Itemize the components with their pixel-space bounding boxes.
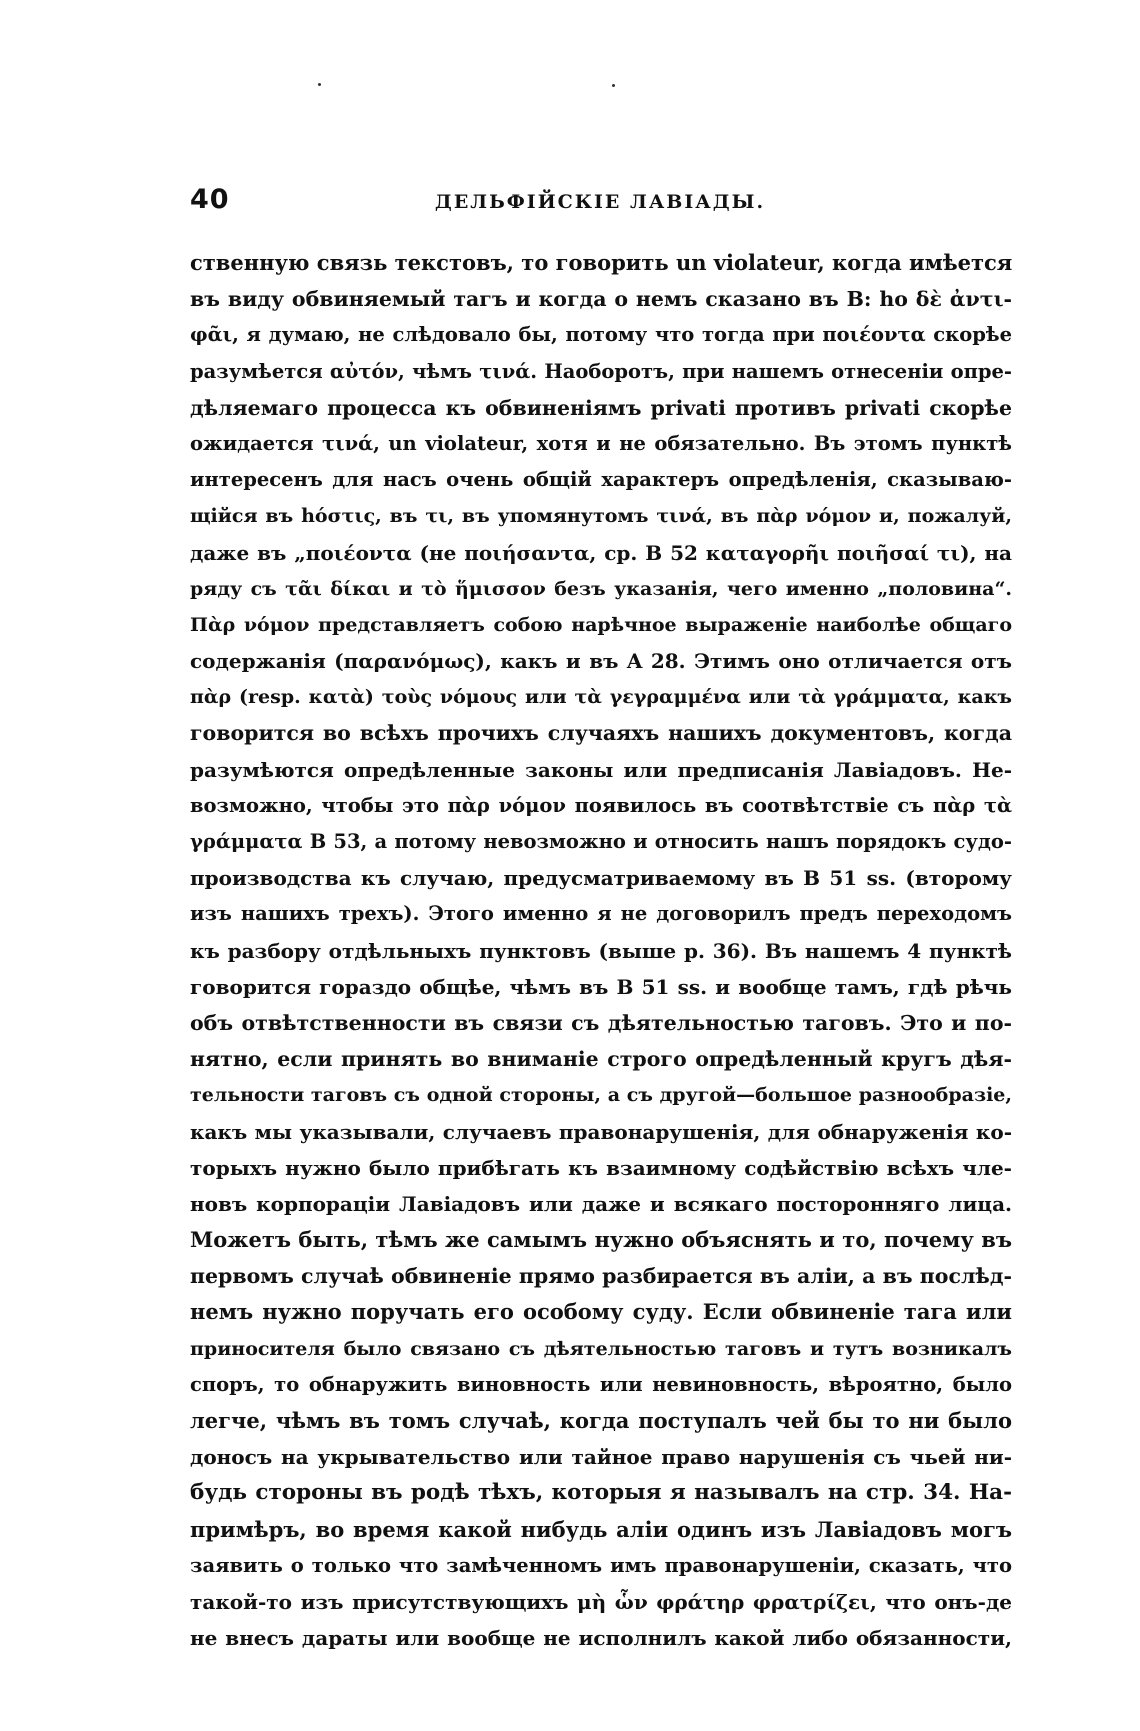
text-line: нятно, если принять во вниманіе строго опредѣленный кругъ дѣя- [190,1047,1012,1072]
text-line: споръ, то обнаружить виновность или невиновность, вѣроятно, было [190,1372,1012,1396]
text-line: ожидается τινά, un violateur, хотя и не обязательно. Въ этомъ пунктѣ [190,431,1012,455]
print-speck [612,84,615,87]
text-line: легче, чѣмъ въ томъ случаѣ, когда поступалъ чей бы то ни было [190,1408,1012,1433]
text-line: изъ нашихъ трехъ). Этого именно я не договорилъ предъ переходомъ [190,902,1012,926]
text-line: γράμματα B 53, а потому невозможно и относить нашъ порядокъ судо- [190,830,1012,853]
text-line: въ виду обвиняемый тагъ и когда о немъ сказано въ B: ho δὲ ἀντι- [190,287,1012,312]
text-line: даже въ „ποιέοντα (не ποιήσαντα, ср. B 52 καταγορῆι ποιῆσαί τι), на [190,540,1012,565]
body-text [190,245,1012,1656]
print-speck [318,83,321,86]
text-line: приносителя было связано съ дѣятельностью таговъ и тутъ возникалъ [190,1337,1012,1360]
text-line: дѣляемаго процесса къ обвиненіямъ privati противъ privati скорѣе [190,395,1012,420]
text-line: разумѣется αὐτόν, чѣмъ τινά. Наоборотъ, при нашемъ отнесеніи опре- [190,359,1012,383]
text-line: объ отвѣтственности въ связи съ дѣятельностью таговъ. Это и по- [190,1010,1012,1035]
text-line: новъ корпораціи Лавіадовъ или даже и всякаго посторонняго лица. [190,1191,1012,1216]
text-line: примѣръ, во время какой нибудь аліи одинъ изъ Лавіадовъ могъ [190,1516,1012,1542]
text-line: щійся въ hόστις, въ τι, въ упомянутомъ τινά, въ πὰρ νόμον и, пожалуй, [190,505,1012,528]
text-line: содержанія (παρανόμως), какъ и въ A 28. Этимъ оно отличается отъ [190,649,1012,674]
text-line: говорится гораздо общѣе, чѣмъ въ B 51 ss. и вообще тамъ, гдѣ рѣчь [190,974,1012,999]
text-line: Можетъ быть, тѣмъ же самымъ нужно объяснять и то, почему въ [190,1227,1012,1253]
text-line: Πὰρ νόμον представляетъ собою нарѣчное выраженіе наиболѣе общаго [190,613,1012,636]
text-line: къ разбору отдѣльныхъ пунктовъ (выше р. 36). Въ нашемъ 4 пунктѣ [190,938,1012,963]
text-line: торыхъ нужно было прибѣгать къ взаимному содѣйствію всѣхъ чле- [190,1155,1012,1180]
text-line: πὰρ (resp. κατὰ) τοὺς νόμους или τὰ γεγραμμένα или τὰ γράμματα, какъ [190,686,1012,709]
text-line: говорится во всѣхъ прочихъ случаяхъ нашихъ документовъ, когда [190,721,1012,746]
text-line: какъ мы указывали, случаевъ правонарушенія, для обнаруженія ко- [190,1119,1012,1144]
text-line: не внесъ дараты или вообще не исполнилъ какой либо обязанности, [190,1626,1012,1651]
text-line: будь стороны въ родѣ тѣхъ, которыя я называлъ на стр. 34. На- [190,1480,1012,1506]
text-line: немъ нужно поручать его особому суду. Если обвиненіе тага или [190,1299,1012,1325]
text-line: ственную связь текстовъ, то говорить un violateur, когда имѣется [190,250,1012,275]
text-line: ряду съ τᾶι δίκαι и τὸ ἥμισσον безъ указанія, чего именно „половина“. [190,577,1012,600]
text-line: разумѣются опредѣленные законы или предписанія Лавіадовъ. Не- [190,757,1012,782]
text-line: первомъ случаѣ обвиненіе прямо разбирается въ аліи, а въ послѣд- [190,1264,1012,1289]
text-line: такой-то изъ присутствующихъ μὴ ὧν φράτηρ φρατρίζει, что онъ-де [190,1589,1012,1614]
text-line: доносъ на укрывательство или тайное право нарушенія съ чьей ни- [190,1445,1012,1470]
text-line: возможно, чтобы это πὰρ νόμον появилось въ соотвѣтствіе съ πὰρ τὰ [190,793,1012,817]
text-line: заявить о только что замѣченномъ имъ правонарушеніи, сказать, что [190,1553,1012,1577]
text-line: φᾶι, я думаю, не слѣдовало бы, потому что тогда при ποιέοντα скорѣе [190,323,1012,347]
page-number: 40 [190,184,230,215]
running-head: ДЕЛЬФІЙСКІЕ ЛАВІАДЫ. [434,191,766,213]
text-line: интересенъ для насъ очень общій характеръ опредѣленія, сказываю- [190,468,1012,492]
text-line: производства къ случаю, предусматриваемому въ B 51 ss. (второму [190,866,1012,891]
text-line: тельности таговъ съ одной стороны, а съ другой—большое разнообразіе, [190,1084,1012,1107]
